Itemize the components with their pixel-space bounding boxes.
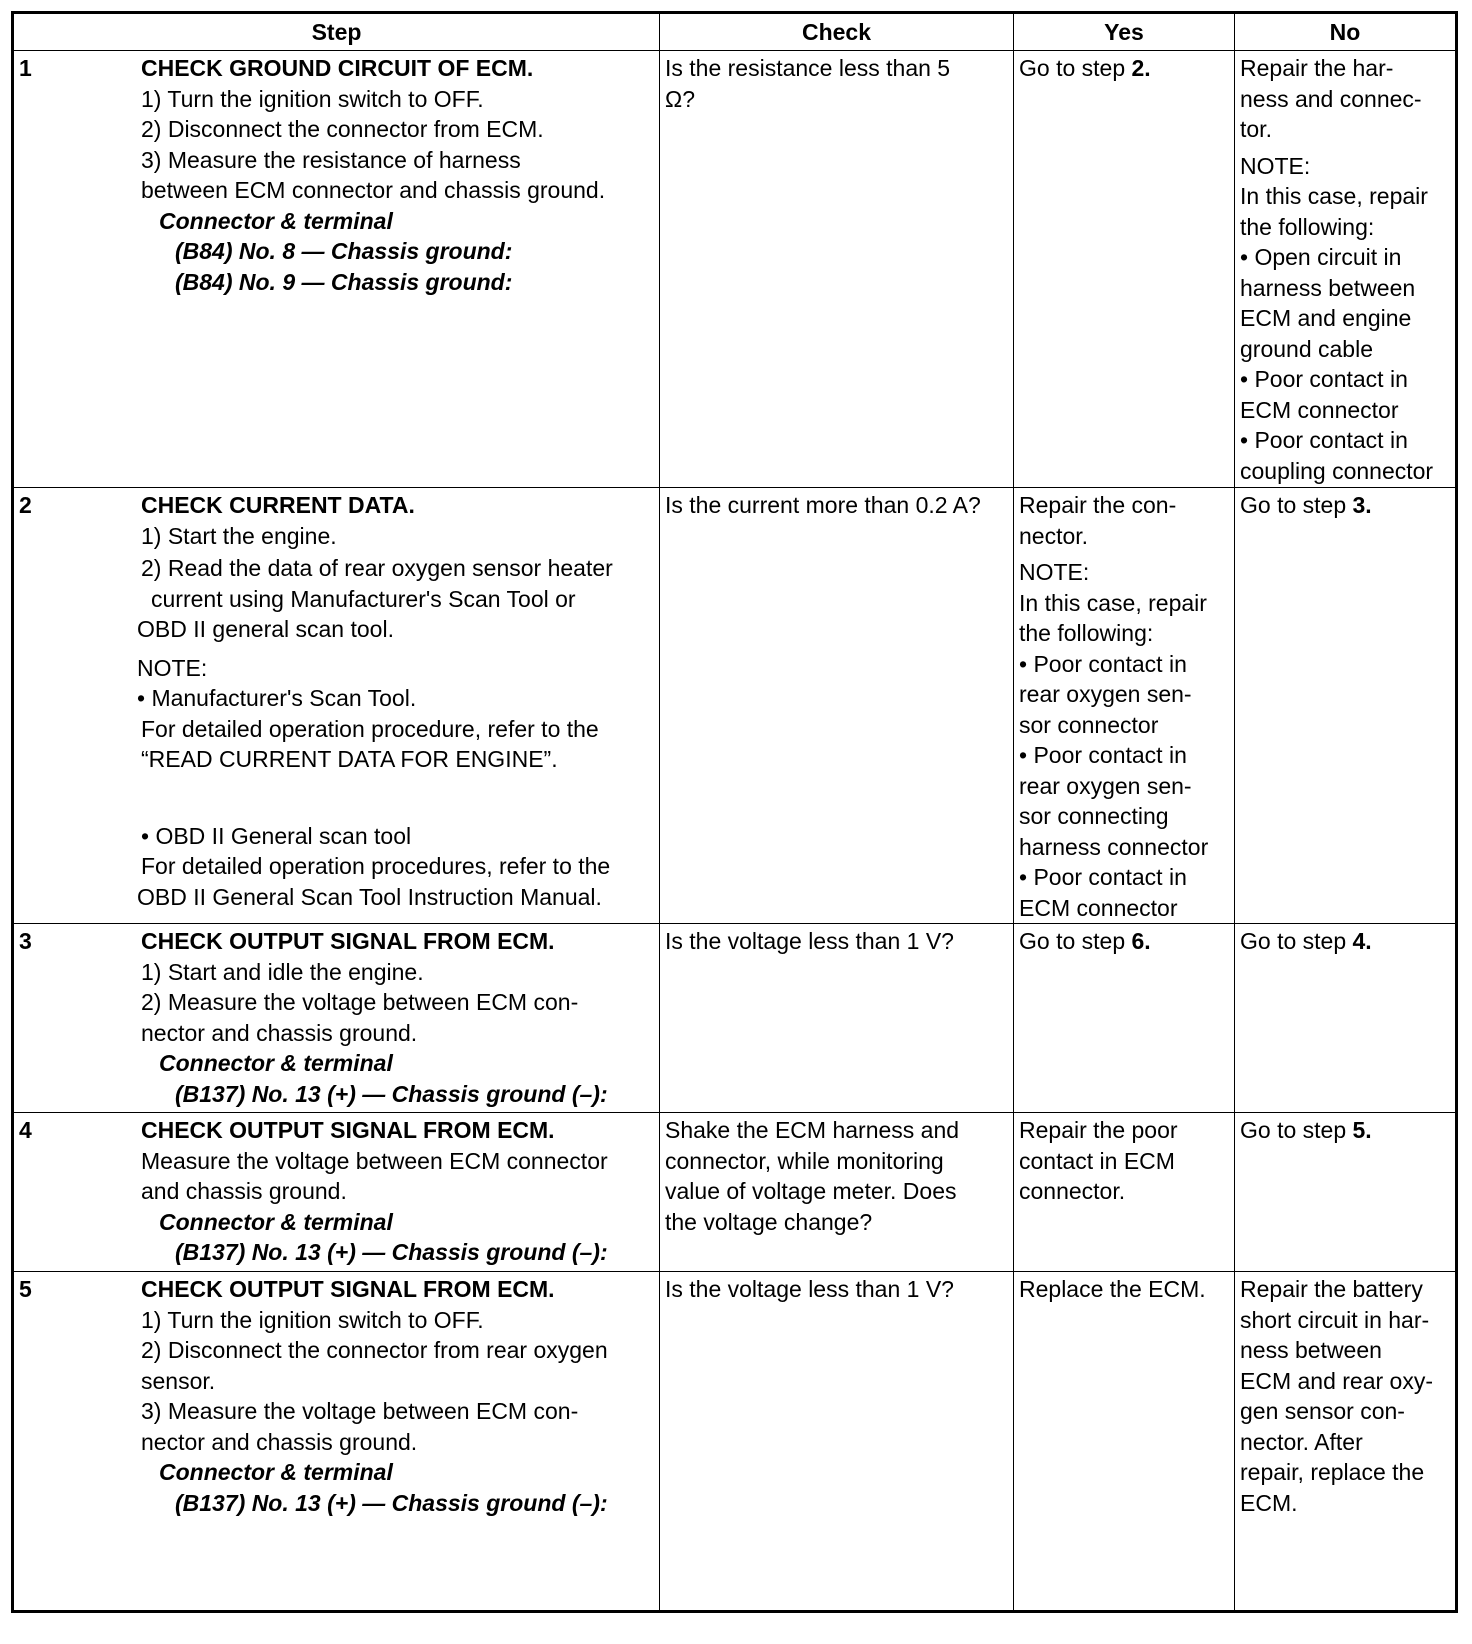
no-line: gen sensor con- — [1240, 1398, 1405, 1424]
yes-note-line: ECM connector — [1019, 894, 1178, 921]
step-number: 4 — [19, 1117, 32, 1143]
connector-terminal-label: Connector & terminal — [159, 1208, 393, 1235]
no-step-number: 4. — [1352, 928, 1372, 954]
step-note: NOTE: — [137, 654, 208, 681]
check-cell — [660, 1113, 1014, 1272]
step-row-4 — [13, 1113, 1457, 1272]
step-number: 1 — [19, 55, 32, 81]
step-note-line: • Manufacturer's Scan Tool. — [137, 685, 417, 711]
no-line: ness between — [1240, 1337, 1382, 1363]
step-line: OBD II general scan tool. — [137, 616, 394, 642]
yes-text: Go to step — [1019, 928, 1132, 954]
no-cell — [1235, 924, 1457, 1113]
step-row-2 — [13, 488, 1457, 924]
step-note-line: OBD II General Scan Tool Instruction Manual. — [137, 883, 602, 910]
no-note-line: coupling connector — [1240, 457, 1434, 484]
check-line: Shake the ECM harness and — [665, 1117, 960, 1143]
no-line: Repair the battery — [1240, 1276, 1423, 1302]
step-row-3 — [13, 924, 1457, 1113]
check-line: the voltage change? — [665, 1208, 873, 1235]
check-line: value of voltage meter. Does — [665, 1178, 957, 1204]
no-note-line: • Poor contact in — [1240, 366, 1408, 392]
no-note-line: ground cable — [1240, 335, 1373, 362]
no-note-line: • Open circuit in — [1240, 244, 1402, 270]
yes-note-line: sor connecting — [1019, 803, 1169, 829]
no-cell — [1235, 51, 1457, 488]
no-line: ness and connec- — [1240, 85, 1422, 112]
yes-step-number: 2. — [1131, 55, 1151, 81]
step-line: 1) Turn the ignition switch to OFF. — [141, 85, 484, 112]
step-note-line: For detailed operation procedure, refer to the — [141, 715, 599, 742]
connector-terminal-line: (B137) No. 13 (+) — Chassis ground (–): — [175, 1080, 608, 1107]
check-line: Is the voltage less than 1 V? — [665, 1276, 954, 1302]
no-line: Repair the har- — [1240, 55, 1394, 81]
yes-text: Go to step — [1019, 55, 1132, 81]
check-cell — [660, 51, 1014, 488]
check-line: Is the current more than 0.2 A? — [665, 492, 981, 518]
no-note: NOTE: — [1240, 152, 1311, 179]
no-step-number: 3. — [1352, 492, 1372, 518]
spacer — [141, 775, 654, 821]
yes-cell — [1014, 488, 1235, 924]
connector-terminal-label: Connector & terminal — [159, 1050, 393, 1076]
no-line: repair, replace the — [1240, 1459, 1425, 1485]
no-text: Go to step — [1240, 928, 1353, 954]
no-text: Go to step — [1240, 1117, 1353, 1143]
step-title: CHECK OUTPUT SIGNAL FROM ECM. — [141, 1117, 555, 1143]
check-cell — [660, 488, 1014, 924]
header-no: No — [1235, 13, 1457, 51]
step-row-5 — [13, 1272, 1457, 1612]
step-title: CHECK OUTPUT SIGNAL FROM ECM. — [141, 1276, 555, 1302]
step-line: 3) Measure the voltage between ECM con- — [141, 1398, 579, 1424]
step-line: 2) Disconnect the connector from ECM. — [141, 116, 544, 142]
step-note-line: “READ CURRENT DATA FOR ENGINE”. — [141, 746, 558, 772]
step-title: CHECK OUTPUT SIGNAL FROM ECM. — [141, 928, 555, 954]
step-line: 3) Measure the resistance of harness — [141, 146, 521, 173]
no-text: Go to step — [1240, 492, 1353, 518]
yes-line: Repair the con- — [1019, 492, 1177, 518]
yes-note-line: In this case, repair — [1019, 589, 1207, 616]
no-note-line: • Poor contact in — [1240, 427, 1408, 453]
step-line: 1) Start the engine. — [141, 522, 337, 549]
yes-line: nector. — [1019, 522, 1089, 549]
header-row — [13, 13, 1457, 51]
no-line: ECM and rear oxy- — [1240, 1367, 1434, 1394]
step-line: Measure the voltage between ECM connector — [141, 1147, 608, 1174]
step-line: 2) Disconnect the connector from rear oxygen — [141, 1337, 608, 1363]
no-cell — [1235, 1113, 1457, 1272]
no-line: tor. — [1240, 116, 1272, 142]
step-line: 1) Start and idle the engine. — [141, 958, 424, 985]
no-line: short circuit in har- — [1240, 1306, 1430, 1333]
step-note-line: For detailed operation procedures, refer to the — [141, 853, 611, 879]
yes-line: Replace the ECM. — [1019, 1276, 1206, 1302]
yes-line: contact in ECM — [1019, 1147, 1175, 1174]
no-cell — [1235, 1272, 1457, 1612]
no-cell — [1235, 488, 1457, 924]
yes-note: NOTE: — [1019, 559, 1090, 585]
check-line: Is the voltage less than 1 V? — [665, 928, 954, 954]
yes-note-line: the following: — [1019, 620, 1154, 646]
no-step-number: 5. — [1352, 1117, 1372, 1143]
connector-terminal-label: Connector & terminal — [159, 207, 393, 234]
yes-cell — [1014, 51, 1235, 488]
step-line: nector and chassis ground. — [141, 1019, 418, 1046]
check-line: Is the resistance less than 5 — [665, 55, 951, 81]
step-line: 2) Measure the voltage between ECM con- — [141, 989, 579, 1015]
yes-cell — [1014, 1113, 1235, 1272]
connector-terminal-line: (B84) No. 8 — Chassis ground: — [175, 238, 513, 264]
step-number: 5 — [19, 1276, 32, 1302]
step-title: CHECK GROUND CIRCUIT OF ECM. — [141, 55, 534, 81]
yes-line: Repair the poor — [1019, 1117, 1178, 1143]
step-cell — [13, 488, 660, 924]
step-note-line: • OBD II General scan tool — [141, 822, 412, 849]
yes-line: connector. — [1019, 1178, 1126, 1204]
no-line: ECM. — [1240, 1489, 1298, 1516]
header-step: Step — [13, 13, 660, 51]
diagnostic-table — [11, 11, 1458, 1613]
step-line: current using Manufacturer's Scan Tool or — [151, 585, 576, 612]
no-note-line: In this case, repair — [1240, 183, 1428, 209]
connector-terminal-line: (B137) No. 13 (+) — Chassis ground (–): — [175, 1489, 608, 1516]
header-yes: Yes — [1014, 13, 1235, 51]
yes-note-line: harness connector — [1019, 833, 1209, 860]
check-cell — [660, 1272, 1014, 1612]
yes-cell — [1014, 1272, 1235, 1612]
yes-note-line: • Poor contact in — [1019, 650, 1187, 677]
yes-note-line: rear oxygen sen- — [1019, 681, 1192, 707]
yes-note-line: rear oxygen sen- — [1019, 772, 1192, 799]
no-line: nector. After — [1240, 1428, 1363, 1455]
step-line: 1) Turn the ignition switch to OFF. — [141, 1306, 484, 1333]
step-number: 2 — [19, 492, 32, 518]
step-cell — [13, 924, 660, 1113]
step-title: CHECK CURRENT DATA. — [141, 492, 415, 518]
step-cell — [13, 1272, 660, 1612]
connector-terminal-line: (B84) No. 9 — Chassis ground: — [175, 268, 513, 295]
step-line: sensor. — [141, 1367, 216, 1394]
yes-note-line: sor connector — [1019, 711, 1159, 738]
connector-terminal-line: (B137) No. 13 (+) — Chassis ground (–): — [175, 1239, 608, 1265]
check-line: Ω? — [665, 85, 695, 112]
yes-step-number: 6. — [1131, 928, 1151, 954]
step-cell — [13, 51, 660, 488]
no-note-line: harness between — [1240, 274, 1416, 301]
no-note-line: ECM and engine — [1240, 305, 1412, 331]
step-line: 2) Read the data of rear oxygen sensor heater — [141, 555, 613, 581]
no-note-line: the following: — [1240, 213, 1375, 240]
step-line: and chassis ground. — [141, 1178, 347, 1204]
header-check: Check — [660, 13, 1014, 51]
yes-note-line: • Poor contact in — [1019, 864, 1187, 890]
step-line: nector and chassis ground. — [141, 1428, 418, 1455]
step-row-1 — [13, 51, 1457, 488]
step-cell — [13, 1113, 660, 1272]
check-line: connector, while monitoring — [665, 1147, 944, 1174]
check-cell — [660, 924, 1014, 1113]
step-number: 3 — [19, 928, 32, 954]
no-note-line: ECM connector — [1240, 396, 1399, 423]
yes-cell — [1014, 924, 1235, 1113]
yes-note-line: • Poor contact in — [1019, 742, 1187, 768]
connector-terminal-label: Connector & terminal — [159, 1459, 393, 1485]
step-line: between ECM connector and chassis ground. — [141, 177, 606, 203]
